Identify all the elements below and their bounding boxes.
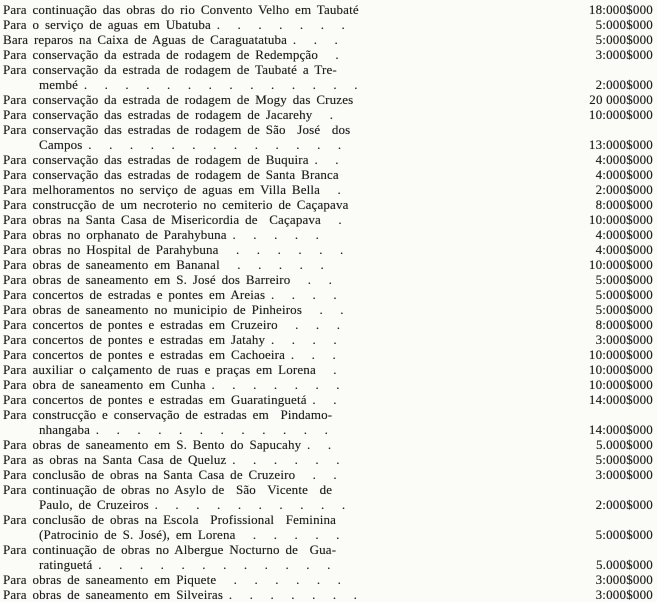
list-item (3, 197, 653, 212)
item-amount: 14:000$000 (588, 422, 653, 437)
item-amount: 10:000$000 (588, 107, 653, 122)
item-description (3, 347, 557, 362)
item-line: Para obras de saneamento em S. Bento do Sapucahy . . (3, 437, 332, 452)
list-item (3, 287, 653, 302)
item-description (3, 467, 557, 482)
item-description (3, 182, 557, 197)
item-line-continuation: ratinguetá . . . . . . . . . . . . (39, 557, 331, 572)
list-item (3, 317, 653, 332)
list-item (3, 107, 653, 122)
list-item (3, 32, 653, 47)
item-amount: 8:000$000 (595, 197, 653, 212)
list-item (3, 167, 653, 182)
item-amount: 10:000$000 (588, 347, 653, 362)
list-item (3, 332, 653, 347)
appropriations-list (3, 2, 653, 602)
list-item (3, 542, 653, 572)
item-amount: 5:000$000 (595, 527, 653, 542)
item-description (3, 152, 557, 167)
list-item (3, 62, 653, 92)
item-description (3, 542, 557, 572)
item-line: Para obras no Hospital de Parahybuna . . . . . . (3, 242, 344, 257)
item-line: Para as obras na Santa Casa de Queluz . . . . . . (3, 452, 340, 467)
item-description (3, 212, 557, 227)
item-description (3, 437, 557, 452)
item-amount: 2:000$000 (595, 182, 653, 197)
item-line: Para concertos de pontes e estradas em Cachoeira . . . (3, 347, 336, 362)
list-item (3, 272, 653, 287)
item-line: Para concertos de pontes e estradas em Cruzeiro . . . (3, 317, 341, 332)
item-amount: 8:000$000 (595, 317, 653, 332)
item-amount: 3:000$000 (595, 332, 653, 347)
item-description (3, 407, 557, 437)
item-amount: 14:000$000 (588, 392, 653, 407)
item-amount: 5:000$000 (595, 302, 653, 317)
item-amount: 10:000$000 (588, 377, 653, 392)
item-amount: 5.000$000 (595, 557, 653, 572)
item-amount: 10:000$000 (588, 212, 653, 227)
item-line: Para obras de saneamento em Bananal . . . . . (3, 257, 324, 272)
list-item (3, 482, 653, 512)
item-description (3, 362, 557, 377)
list-item (3, 92, 653, 107)
item-amount: 10:000$000 (588, 257, 653, 272)
item-line-continuation: Paulo, de Cruzeiros . . . . . . . . . . (39, 497, 346, 512)
list-item (3, 467, 653, 482)
list-item (3, 437, 653, 452)
item-description (3, 227, 557, 242)
item-line-continuation: membé . . . . . . . . . . . . . . (39, 77, 358, 92)
list-item (3, 122, 653, 152)
item-line: Para concertos de estradas e pontes em Areias . . . . (3, 287, 337, 302)
item-amount: 3:000$000 (595, 587, 653, 602)
item-description (3, 167, 557, 182)
item-description (3, 317, 557, 332)
item-line: Para continuação de obras no Albergue Nocturno de Gua- (3, 542, 337, 557)
list-item (3, 242, 653, 257)
item-line: Para melhoramentos no serviço de aguas em Villa Bella . (3, 182, 341, 197)
list-item (3, 182, 653, 197)
item-description (3, 62, 557, 92)
item-line: Para conservação das estradas de rodagem de Santa Branca (3, 167, 339, 182)
item-amount: 13:000$000 (588, 137, 653, 152)
item-line: Bara reparos na Caixa de Aguas de Caraguatatuba . . . (3, 32, 338, 47)
item-description (3, 242, 557, 257)
item-description (3, 122, 557, 152)
list-item (3, 17, 653, 32)
item-amount: 10:000$000 (588, 362, 653, 377)
item-amount: 3:000$000 (595, 572, 653, 587)
item-line: Para conclusão de obras na Escola Profissional Feminina (3, 512, 337, 527)
item-amount: 5:000$000 (595, 452, 653, 467)
item-amount: 5:000$000 (595, 17, 653, 32)
item-amount: 18:000$000 (588, 2, 653, 17)
list-item (3, 212, 653, 227)
item-line: Para conservação das estradas de rodagem de Buquira . . (3, 152, 339, 167)
item-amount: 4:000$000 (595, 242, 653, 257)
list-item (3, 407, 653, 437)
item-line: Para conservação das estradas de rodagem de Jacarehy . (3, 107, 334, 122)
item-description (3, 377, 557, 392)
item-line: Para o serviço de aguas em Ubatuba . . . . . . . (3, 17, 345, 32)
item-line: Para obras no orphanato de Parahybuna . . . . . (3, 227, 320, 242)
item-line: Para obras de saneamento em Silveiras . . . . . . . (3, 587, 358, 602)
list-item (3, 512, 653, 542)
item-description (3, 47, 557, 62)
list-item (3, 47, 653, 62)
list-item (3, 377, 653, 392)
item-amount: 5:000$000 (595, 272, 653, 287)
item-line: Para continuação de obras no Asylo de São Vicente de (3, 482, 333, 497)
item-line: Para conservação da estrada de rodagem de Mogy das Cruzes (3, 92, 354, 107)
item-description (3, 17, 557, 32)
item-description (3, 257, 557, 272)
item-description (3, 332, 557, 347)
item-description (3, 272, 557, 287)
item-amount: 4:000$000 (595, 152, 653, 167)
item-line: Para construcção de um necroterio no cemiterio de Caçapava (3, 197, 349, 212)
item-amount: 20 000$000 (589, 92, 653, 107)
item-line: Para construcção e conservação de estradas em Pindamo- (3, 407, 333, 422)
item-amount: 3:000$000 (595, 467, 653, 482)
list-item (3, 152, 653, 167)
item-amount: 5:000$000 (595, 287, 653, 302)
item-line: Para obras na Santa Casa de Misericordia de Caçapava . (3, 212, 342, 227)
item-description (3, 572, 557, 587)
list-item (3, 362, 653, 377)
item-description (3, 2, 557, 17)
item-line: Para obras de saneamento em S. José dos Barreiro . . (3, 272, 333, 287)
item-description (3, 92, 557, 107)
item-line: Para auxiliar o calçamento de ruas e praças em Lorena . (3, 362, 337, 377)
list-item (3, 392, 653, 407)
list-item (3, 452, 653, 467)
item-amount: 4:000$000 (595, 227, 653, 242)
item-description (3, 197, 557, 212)
list-item (3, 257, 653, 272)
item-line: Para obras de saneamento em Piquete . . . . . . (3, 572, 342, 587)
item-description (3, 512, 557, 542)
list-item (3, 227, 653, 242)
item-line-continuation: Campos . . . . . . . . . . . . . (39, 137, 342, 152)
item-description (3, 107, 557, 122)
item-line: Para obras de saneamento no municipio de Pinheiros . . (3, 302, 344, 317)
list-item (3, 347, 653, 362)
item-description (3, 32, 557, 47)
list-item (3, 302, 653, 317)
item-description (3, 392, 557, 407)
item-line: Para concertos de pontes e estradas em Guaratinguetá . . (3, 392, 337, 407)
list-item (3, 572, 653, 587)
item-amount: 2:000$000 (595, 497, 653, 512)
item-line: Para concertos de pontes e estradas em Jatahy . . . . (3, 332, 337, 347)
item-description (3, 287, 557, 302)
item-amount: 2:000$000 (595, 77, 653, 92)
item-line: Para conservação das estradas de rodagem de São José dos (3, 122, 351, 137)
item-line: Para obra de saneamento em Cunha . . . . . . . (3, 377, 340, 392)
item-line-continuation: (Patrocinio de S. José), em Lorena . . . . . (39, 527, 340, 542)
item-amount: 4:000$000 (595, 167, 653, 182)
item-line-continuation: nhangaba . . . . . . . . . . . . (39, 422, 329, 437)
item-amount: 3:000$000 (595, 47, 653, 62)
item-line: Para conservação da estrada de rodagem de Taubaté a Tre- (3, 62, 337, 77)
list-item (3, 2, 653, 17)
item-description (3, 452, 557, 467)
item-line: Para conclusão de obras na Santa Casa de Cruzeiro . . (3, 467, 337, 482)
item-description (3, 302, 557, 317)
item-line: Para continuação das obras do rio Convento Velho em Taubaté (3, 2, 359, 17)
item-amount: 5.000$000 (595, 437, 653, 452)
item-description (3, 482, 557, 512)
item-line: Para conservação da estrada de rodagem de Redempção . (3, 47, 339, 62)
item-amount: 5:000$000 (595, 32, 653, 47)
